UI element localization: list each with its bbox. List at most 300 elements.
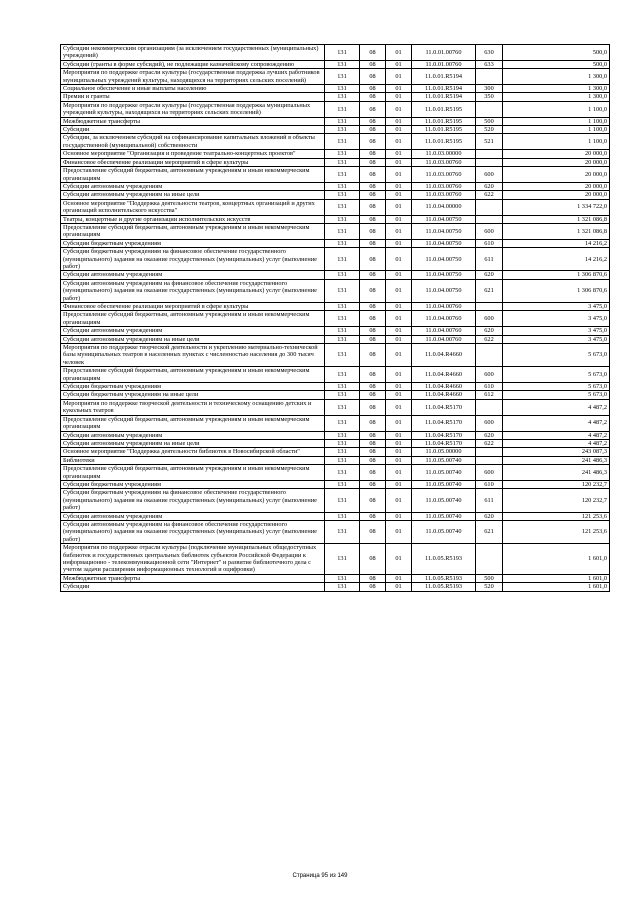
cell-name: Финансовое обеспечение реализации мероприятий в сфере культуры [61, 158, 325, 166]
cell-name: Театры, концертные и другие организации исполнительских искусств [61, 215, 325, 223]
cell-section: 08 [360, 448, 386, 456]
page-number: Страница 95 из 149 [292, 873, 348, 879]
cell-ministry-code: 131 [325, 383, 360, 391]
cell-target-article: 11.0.05.R5193 [412, 544, 476, 575]
cell-target-article: 11.0.01.R5194 [412, 69, 476, 85]
table-row [61, 544, 610, 575]
cell-amount: 1 321 086,8 [503, 223, 610, 239]
cell-ministry-code: 131 [325, 544, 360, 575]
cell-name: Субсидии автономным учреждениям на иные цели [61, 439, 325, 447]
cell-subsection: 01 [386, 383, 412, 391]
table-row [61, 465, 610, 481]
cell-amount: 1 334 722,0 [503, 199, 610, 215]
cell-amount: 1 306 870,6 [503, 279, 610, 302]
cell-ministry-code: 131 [325, 101, 360, 117]
table-row [61, 399, 610, 415]
cell-expense-type: 622 [476, 335, 503, 343]
cell-name: Субсидии автономным учреждениям на финансовое обеспечение государственного (муниципального) задания на оказание государственных (муниципальных) услуг (выполнение работ) [61, 279, 325, 302]
cell-name: Межбюджетные трансферты [61, 117, 325, 125]
table-row [61, 574, 610, 582]
cell-name: Мероприятия по поддержке творческой деятельности и укреплению материально-технической базы муниципальных театров в населенных пунктах с численностью населения до 300 тысяч человек [61, 344, 325, 367]
cell-target-article: 11.0.01.R5194 [412, 93, 476, 101]
cell-section: 08 [360, 45, 386, 61]
cell-amount: 4 487,2 [503, 431, 610, 439]
cell-expense-type: 611 [476, 248, 503, 271]
cell-amount: 5 673,0 [503, 367, 610, 383]
cell-name: Мероприятия по поддержке отрасли культуры (государственная поддержка лучших работников муниципальных учреждений культуры, находящихся на территориях сельских поселений) [61, 69, 325, 85]
cell-subsection: 01 [386, 544, 412, 575]
cell-subsection: 01 [386, 248, 412, 271]
cell-target-article: 11.0.04.00760 [412, 327, 476, 335]
cell-expense-type [476, 448, 503, 456]
cell-ministry-code: 131 [325, 303, 360, 311]
cell-target-article: 11.0.03.00760 [412, 167, 476, 183]
cell-target-article: 11.0.04.00750 [412, 271, 476, 279]
cell-section: 08 [360, 335, 386, 343]
cell-section: 08 [360, 480, 386, 488]
table-row [61, 311, 610, 327]
cell-expense-type: 350 [476, 93, 503, 101]
cell-amount: 500,0 [503, 60, 610, 68]
cell-name: Финансовое обеспечение реализации мероприятий в сфере культуры [61, 303, 325, 311]
table-row [61, 182, 610, 190]
cell-amount: 1 100,0 [503, 134, 610, 150]
cell-section: 08 [360, 167, 386, 183]
cell-section: 08 [360, 69, 386, 85]
cell-ministry-code: 131 [325, 367, 360, 383]
cell-target-article: 11.0.05.00740 [412, 520, 476, 543]
cell-expense-type [476, 399, 503, 415]
cell-subsection: 01 [386, 239, 412, 247]
cell-section: 08 [360, 383, 386, 391]
cell-target-article: 11.0.01.R5195 [412, 117, 476, 125]
cell-expense-type: 600 [476, 167, 503, 183]
cell-expense-type: 600 [476, 415, 503, 431]
budget-table-body [61, 45, 610, 592]
cell-section: 08 [360, 520, 386, 543]
table-row [61, 191, 610, 199]
cell-subsection: 01 [386, 399, 412, 415]
cell-amount: 1 100,0 [503, 101, 610, 117]
cell-ministry-code: 131 [325, 520, 360, 543]
cell-section: 08 [360, 439, 386, 447]
cell-subsection: 01 [386, 448, 412, 456]
cell-ministry-code: 131 [325, 279, 360, 302]
table-row [61, 520, 610, 543]
cell-subsection: 01 [386, 69, 412, 85]
cell-section: 08 [360, 391, 386, 399]
cell-name: Субсидии, за исключением субсидий на софинансирование капитальных вложений в объекты государственной (муниципальной) собственности [61, 134, 325, 150]
cell-section: 08 [360, 303, 386, 311]
cell-expense-type: 600 [476, 465, 503, 481]
cell-section: 08 [360, 489, 386, 512]
cell-ministry-code: 131 [325, 448, 360, 456]
cell-section: 08 [360, 544, 386, 575]
cell-subsection: 01 [386, 439, 412, 447]
table-row [61, 69, 610, 85]
cell-amount: 3 475,0 [503, 303, 610, 311]
cell-name: Субсидии автономным учреждениям [61, 431, 325, 439]
cell-expense-type [476, 199, 503, 215]
cell-name: Субсидии [61, 583, 325, 591]
cell-subsection: 01 [386, 480, 412, 488]
cell-target-article: 11.0.04.00000 [412, 199, 476, 215]
table-row [61, 223, 610, 239]
cell-target-article: 11.0.05.00000 [412, 448, 476, 456]
cell-target-article: 11.0.04.00760 [412, 335, 476, 343]
table-row [61, 448, 610, 456]
table-row [61, 512, 610, 520]
cell-amount: 120 232,7 [503, 489, 610, 512]
cell-ministry-code: 131 [325, 465, 360, 481]
cell-ministry-code: 131 [325, 69, 360, 85]
cell-ministry-code: 131 [325, 60, 360, 68]
cell-target-article: 11.0.05.R5193 [412, 574, 476, 582]
cell-target-article: 11.0.04.00760 [412, 311, 476, 327]
table-row [61, 279, 610, 302]
cell-name: Мероприятия по поддержке отрасли культуры (подключение муниципальных общедоступных библиотек и государственных центральных библиотек субъектов Российской Федерации к информационно - телекоммуникационной сети "Интернет" и развитие библиотечного дела с учетом задачи расширения информационных технологий и оцифровки) [61, 544, 325, 575]
cell-amount: 14 216,2 [503, 248, 610, 271]
cell-expense-type: 500 [476, 574, 503, 582]
cell-target-article: 11.0.01.R5195 [412, 134, 476, 150]
cell-ministry-code: 131 [325, 239, 360, 247]
cell-expense-type: 622 [476, 439, 503, 447]
cell-amount: 3 475,0 [503, 311, 610, 327]
cell-amount: 20 000,0 [503, 150, 610, 158]
cell-section: 08 [360, 311, 386, 327]
cell-name: Предоставление субсидий бюджетным, автономным учреждениям и иным некоммерческим организациям [61, 223, 325, 239]
cell-ministry-code: 131 [325, 335, 360, 343]
cell-subsection: 01 [386, 520, 412, 543]
cell-name: Предоставление субсидий бюджетным, автономным учреждениям и иным некоммерческим организациям [61, 311, 325, 327]
cell-subsection: 01 [386, 327, 412, 335]
cell-target-article: 11.0.05.00740 [412, 512, 476, 520]
cell-expense-type: 620 [476, 327, 503, 335]
cell-subsection: 01 [386, 117, 412, 125]
cell-subsection: 01 [386, 93, 412, 101]
table-row [61, 391, 610, 399]
table-row [61, 248, 610, 271]
cell-subsection: 01 [386, 367, 412, 383]
cell-subsection: 01 [386, 465, 412, 481]
table-row [61, 431, 610, 439]
cell-ministry-code: 131 [325, 311, 360, 327]
cell-amount: 500,0 [503, 45, 610, 61]
table-row [61, 150, 610, 158]
cell-expense-type [476, 344, 503, 367]
cell-target-article: 11.0.05.00740 [412, 465, 476, 481]
cell-ministry-code: 131 [325, 415, 360, 431]
table-row [61, 456, 610, 464]
cell-section: 08 [360, 415, 386, 431]
cell-target-article: 11.0.04.00750 [412, 239, 476, 247]
table-row [61, 327, 610, 335]
cell-section: 08 [360, 126, 386, 134]
cell-name: Субсидии бюджетным учреждениям на финансовое обеспечение государственного (муниципального) задания на оказание государственных (муниципальных) услуг (выполнение работ) [61, 248, 325, 271]
cell-amount: 1 100,0 [503, 126, 610, 134]
cell-subsection: 01 [386, 191, 412, 199]
cell-name: Субсидии автономным учреждениям на иные цели [61, 335, 325, 343]
cell-expense-type [476, 101, 503, 117]
cell-section: 08 [360, 158, 386, 166]
table-row [61, 199, 610, 215]
cell-ministry-code: 131 [325, 134, 360, 150]
cell-name: Субсидии некоммерческим организациям (за исключением государственных (муниципальных) учреждений) [61, 45, 325, 61]
cell-name: Библиотеки [61, 456, 325, 464]
cell-amount: 1 601,0 [503, 544, 610, 575]
cell-section: 08 [360, 465, 386, 481]
cell-expense-type: 633 [476, 60, 503, 68]
cell-amount: 121 253,6 [503, 512, 610, 520]
cell-expense-type: 620 [476, 182, 503, 190]
cell-subsection: 01 [386, 391, 412, 399]
cell-subsection: 01 [386, 271, 412, 279]
cell-section: 08 [360, 248, 386, 271]
cell-expense-type: 610 [476, 383, 503, 391]
cell-amount: 1 601,0 [503, 574, 610, 582]
cell-name: Предоставление субсидий бюджетным, автономным учреждениям и иным некоммерческим организациям [61, 465, 325, 481]
cell-ministry-code: 131 [325, 327, 360, 335]
cell-name: Предоставление субсидий бюджетным, автономным учреждениям и иным некоммерческим организациям [61, 367, 325, 383]
cell-ministry-code: 131 [325, 167, 360, 183]
cell-name: Субсидии бюджетным учреждениям на финансовое обеспечение государственного (муниципального) задания на оказание государственных (муниципальных) услуг (выполнение работ) [61, 489, 325, 512]
table-row [61, 489, 610, 512]
cell-section: 08 [360, 367, 386, 383]
cell-section: 08 [360, 150, 386, 158]
cell-target-article: 11.0.04.00750 [412, 223, 476, 239]
cell-ministry-code: 131 [325, 399, 360, 415]
cell-ministry-code: 131 [325, 439, 360, 447]
cell-section: 08 [360, 574, 386, 582]
cell-subsection: 01 [386, 134, 412, 150]
table-row [61, 126, 610, 134]
cell-ministry-code: 131 [325, 191, 360, 199]
cell-target-article: 11.0.01.00760 [412, 45, 476, 61]
cell-section: 08 [360, 327, 386, 335]
cell-subsection: 01 [386, 311, 412, 327]
cell-amount: 5 673,0 [503, 383, 610, 391]
cell-amount: 4 487,2 [503, 415, 610, 431]
cell-name: Предоставление субсидий бюджетным, автономным учреждениям и иным некоммерческим организациям [61, 167, 325, 183]
cell-target-article: 11.0.04.R4660 [412, 391, 476, 399]
cell-section: 08 [360, 431, 386, 439]
cell-section: 08 [360, 223, 386, 239]
cell-subsection: 01 [386, 199, 412, 215]
cell-amount: 20 000,0 [503, 158, 610, 166]
cell-name: Субсидии автономным учреждениям на иные цели [61, 191, 325, 199]
cell-ministry-code: 131 [325, 456, 360, 464]
cell-target-article: 11.0.05.00740 [412, 489, 476, 512]
cell-amount: 20 000,0 [503, 182, 610, 190]
table-row [61, 167, 610, 183]
cell-name: Субсидии бюджетным учреждениям [61, 480, 325, 488]
table-row [61, 239, 610, 247]
cell-subsection: 01 [386, 456, 412, 464]
cell-ministry-code: 131 [325, 199, 360, 215]
cell-name: Субсидии автономным учреждениям [61, 512, 325, 520]
cell-expense-type: 600 [476, 367, 503, 383]
cell-expense-type: 521 [476, 134, 503, 150]
cell-section: 08 [360, 344, 386, 367]
cell-expense-type: 622 [476, 191, 503, 199]
cell-subsection: 01 [386, 431, 412, 439]
cell-section: 08 [360, 215, 386, 223]
cell-amount: 5 673,0 [503, 391, 610, 399]
cell-subsection: 01 [386, 126, 412, 134]
cell-name: Предоставление субсидий бюджетным, автономным учреждениям и иным некоммерческим организациям [61, 415, 325, 431]
cell-ministry-code: 131 [325, 431, 360, 439]
table-row [61, 303, 610, 311]
table-row [61, 93, 610, 101]
cell-ministry-code: 131 [325, 248, 360, 271]
cell-expense-type: 300 [476, 85, 503, 93]
cell-section: 08 [360, 191, 386, 199]
cell-expense-type: 520 [476, 583, 503, 591]
cell-subsection: 01 [386, 85, 412, 93]
cell-name: Субсидии автономным учреждениям [61, 271, 325, 279]
cell-target-article: 11.0.03.00760 [412, 158, 476, 166]
table-row [61, 215, 610, 223]
table-row [61, 439, 610, 447]
cell-subsection: 01 [386, 512, 412, 520]
cell-section: 08 [360, 101, 386, 117]
cell-name: Социальное обеспечение и иные выплаты населению [61, 85, 325, 93]
cell-amount: 241 486,3 [503, 456, 610, 464]
cell-expense-type [476, 150, 503, 158]
cell-name: Субсидии автономным учреждениям [61, 182, 325, 190]
cell-section: 08 [360, 93, 386, 101]
cell-subsection: 01 [386, 489, 412, 512]
cell-target-article: 11.0.04.R5170 [412, 439, 476, 447]
cell-subsection: 01 [386, 279, 412, 302]
cell-ministry-code: 131 [325, 45, 360, 61]
cell-name: Субсидии бюджетным учреждениям [61, 383, 325, 391]
table-row [61, 85, 610, 93]
table-row [61, 367, 610, 383]
table-row [61, 383, 610, 391]
cell-amount: 243 087,3 [503, 448, 610, 456]
cell-ministry-code: 131 [325, 158, 360, 166]
cell-name: Субсидии бюджетным учреждениям [61, 239, 325, 247]
cell-subsection: 01 [386, 344, 412, 367]
cell-target-article: 11.0.01.R5195 [412, 101, 476, 117]
cell-amount: 20 000,0 [503, 191, 610, 199]
cell-target-article: 11.0.03.00760 [412, 191, 476, 199]
cell-section: 08 [360, 199, 386, 215]
cell-name: Субсидии автономным учреждениям [61, 327, 325, 335]
cell-expense-type [476, 69, 503, 85]
cell-name: Мероприятия по поддержке отрасли культуры (государственная поддержка муниципальных учреждений культуры, находящихся на территориях сельских поселений) [61, 101, 325, 117]
budget-table [60, 44, 610, 592]
cell-expense-type: 600 [476, 311, 503, 327]
table-row [61, 583, 610, 591]
cell-subsection: 01 [386, 335, 412, 343]
cell-ministry-code: 131 [325, 574, 360, 582]
cell-name: Межбюджетные трансферты [61, 574, 325, 582]
cell-ministry-code: 131 [325, 271, 360, 279]
table-row [61, 335, 610, 343]
cell-subsection: 01 [386, 167, 412, 183]
table-row [61, 134, 610, 150]
cell-expense-type: 612 [476, 391, 503, 399]
cell-amount: 1 300,0 [503, 93, 610, 101]
cell-amount: 1 306 870,6 [503, 271, 610, 279]
cell-amount: 1 601,0 [503, 583, 610, 591]
cell-amount: 241 486,3 [503, 465, 610, 481]
cell-name: Мероприятия по поддержке творческой деятельности и техническому оснащению детских и кукольных театров [61, 399, 325, 415]
cell-target-article: 11.0.05.00740 [412, 456, 476, 464]
cell-subsection: 01 [386, 415, 412, 431]
cell-subsection: 01 [386, 223, 412, 239]
cell-subsection: 01 [386, 583, 412, 591]
budget-table-container [60, 44, 609, 592]
cell-target-article: 11.0.04.00750 [412, 248, 476, 271]
cell-expense-type [476, 303, 503, 311]
cell-section: 08 [360, 271, 386, 279]
cell-amount: 3 475,0 [503, 335, 610, 343]
cell-subsection: 01 [386, 150, 412, 158]
cell-subsection: 01 [386, 158, 412, 166]
cell-section: 08 [360, 85, 386, 93]
cell-expense-type [476, 158, 503, 166]
cell-name: Субсидии автономным учреждениям на финансовое обеспечение государственного (муниципального) задания на оказание государственных (муниципальных) услуг (выполнение работ) [61, 520, 325, 543]
cell-name: Основное мероприятие "Организация и проведение театрально-концертных проектов" [61, 150, 325, 158]
cell-amount: 20 000,0 [503, 167, 610, 183]
cell-expense-type: 630 [476, 45, 503, 61]
cell-amount: 4 487,2 [503, 439, 610, 447]
cell-amount: 1 300,0 [503, 85, 610, 93]
table-row [61, 271, 610, 279]
cell-ministry-code: 131 [325, 223, 360, 239]
table-row [61, 60, 610, 68]
cell-target-article: 11.0.01.R5194 [412, 85, 476, 93]
table-row [61, 101, 610, 117]
cell-target-article: 11.0.05.00740 [412, 480, 476, 488]
cell-expense-type [476, 544, 503, 575]
cell-amount: 1 100,0 [503, 117, 610, 125]
cell-expense-type: 621 [476, 520, 503, 543]
cell-expense-type: 600 [476, 223, 503, 239]
cell-target-article: 11.0.04.00760 [412, 303, 476, 311]
cell-amount: 120 232,7 [503, 480, 610, 488]
cell-target-article: 11.0.04.R4660 [412, 344, 476, 367]
cell-expense-type: 620 [476, 431, 503, 439]
cell-amount: 4 487,2 [503, 399, 610, 415]
cell-subsection: 01 [386, 45, 412, 61]
cell-target-article: 11.0.04.R4660 [412, 383, 476, 391]
cell-ministry-code: 131 [325, 583, 360, 591]
cell-ministry-code: 131 [325, 391, 360, 399]
cell-ministry-code: 131 [325, 93, 360, 101]
cell-name: Субсидии бюджетным учреждениям на иные цели [61, 391, 325, 399]
cell-expense-type: 620 [476, 271, 503, 279]
cell-section: 08 [360, 117, 386, 125]
cell-ministry-code: 131 [325, 489, 360, 512]
cell-target-article: 11.0.04.R5170 [412, 399, 476, 415]
cell-target-article: 11.0.03.00000 [412, 150, 476, 158]
cell-expense-type: 520 [476, 126, 503, 134]
table-row [61, 344, 610, 367]
cell-ministry-code: 131 [325, 126, 360, 134]
cell-target-article: 11.0.01.R5195 [412, 126, 476, 134]
cell-ministry-code: 131 [325, 215, 360, 223]
cell-target-article: 11.0.04.00750 [412, 279, 476, 302]
cell-section: 08 [360, 399, 386, 415]
cell-ministry-code: 131 [325, 150, 360, 158]
cell-ministry-code: 131 [325, 117, 360, 125]
table-row [61, 45, 610, 61]
cell-subsection: 01 [386, 574, 412, 582]
